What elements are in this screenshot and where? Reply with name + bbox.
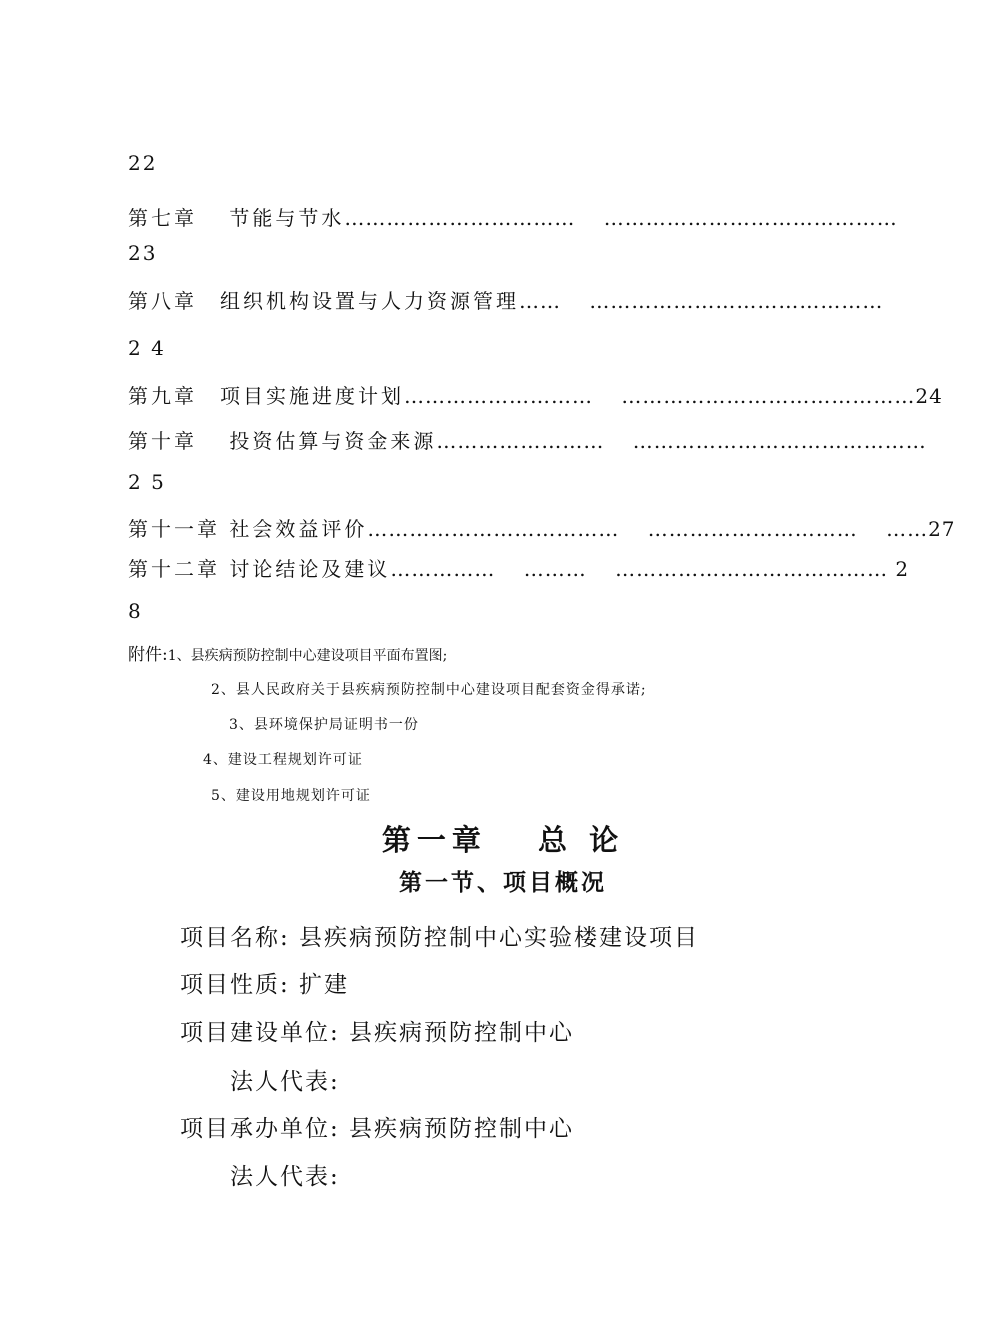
section-title: 第一节、项目概况 xyxy=(399,869,607,896)
chapter-title: 第一章 总 论 xyxy=(381,823,625,857)
undertaker-legal-rep: 法人代表: xyxy=(230,1164,340,1190)
project-name: 项目名称: 县疾病预防控制中心实验楼建设项目 xyxy=(180,925,700,951)
toc-page-number: 8 xyxy=(128,599,143,623)
toc-dots: …… …………………………………… xyxy=(519,289,884,313)
toc-entry-ch8[interactable] xyxy=(128,285,884,314)
toc-page-number: 2 4 xyxy=(128,336,166,360)
toc-dots: ……………………… ……………………………………24 xyxy=(404,384,943,408)
project-nature: 项目性质: 扩建 xyxy=(180,972,350,998)
toc-entry-ch9[interactable] xyxy=(128,380,943,409)
project-builder: 项目建设单位: 县疾病预防控制中心 xyxy=(180,1020,575,1046)
toc-entry-ch11[interactable] xyxy=(128,513,956,542)
toc-dots: …………………………… …………………………………… xyxy=(344,206,898,230)
toc-page-number: 2 5 xyxy=(128,470,166,494)
toc-dots: …………… ……… ………………………………… 2 xyxy=(390,557,910,581)
attachments-heading xyxy=(128,640,447,665)
toc-entry-ch7[interactable] xyxy=(128,202,898,231)
attachment-item: 2、县人民政府关于县疾病预防控制中心建设项目配套资金得承诺; xyxy=(211,682,647,698)
toc-page-number: 22 xyxy=(128,151,158,175)
attachment-item: 4、建设工程规划许可证 xyxy=(203,752,363,768)
builder-legal-rep: 法人代表: xyxy=(230,1069,340,1095)
toc-label: 第十二章 讨论结论及建议 xyxy=(128,557,391,581)
toc-label: 第七章 节能与节水 xyxy=(128,206,345,230)
attachment-item: 5、建设用地规划许可证 xyxy=(211,788,371,804)
toc-entry-ch10[interactable] xyxy=(128,425,927,454)
toc-label: 第九章 项目实施进度计划 xyxy=(128,384,404,408)
attachment-item: 1、县疾病预防控制中心建设项目平面布置图; xyxy=(167,648,448,664)
toc-label: 第十章 投资估算与资金来源 xyxy=(128,429,437,453)
attachment-item: 3、县环境保护局证明书一份 xyxy=(229,717,419,733)
toc-entry-ch12[interactable] xyxy=(128,553,910,582)
toc-page-number: 23 xyxy=(128,241,158,265)
toc-dots: …………………… …………………………………… xyxy=(436,429,927,453)
attachments-label: 附件: xyxy=(128,645,168,665)
project-undertaker: 项目承办单位: 县疾病预防控制中心 xyxy=(180,1116,575,1142)
toc-label: 第八章 组织机构设置与人力资源管理 xyxy=(128,289,519,313)
toc-dots: ……………………………… ………………………… ……27 xyxy=(367,517,956,541)
toc-label: 第十一章 社会效益评价 xyxy=(128,517,368,541)
